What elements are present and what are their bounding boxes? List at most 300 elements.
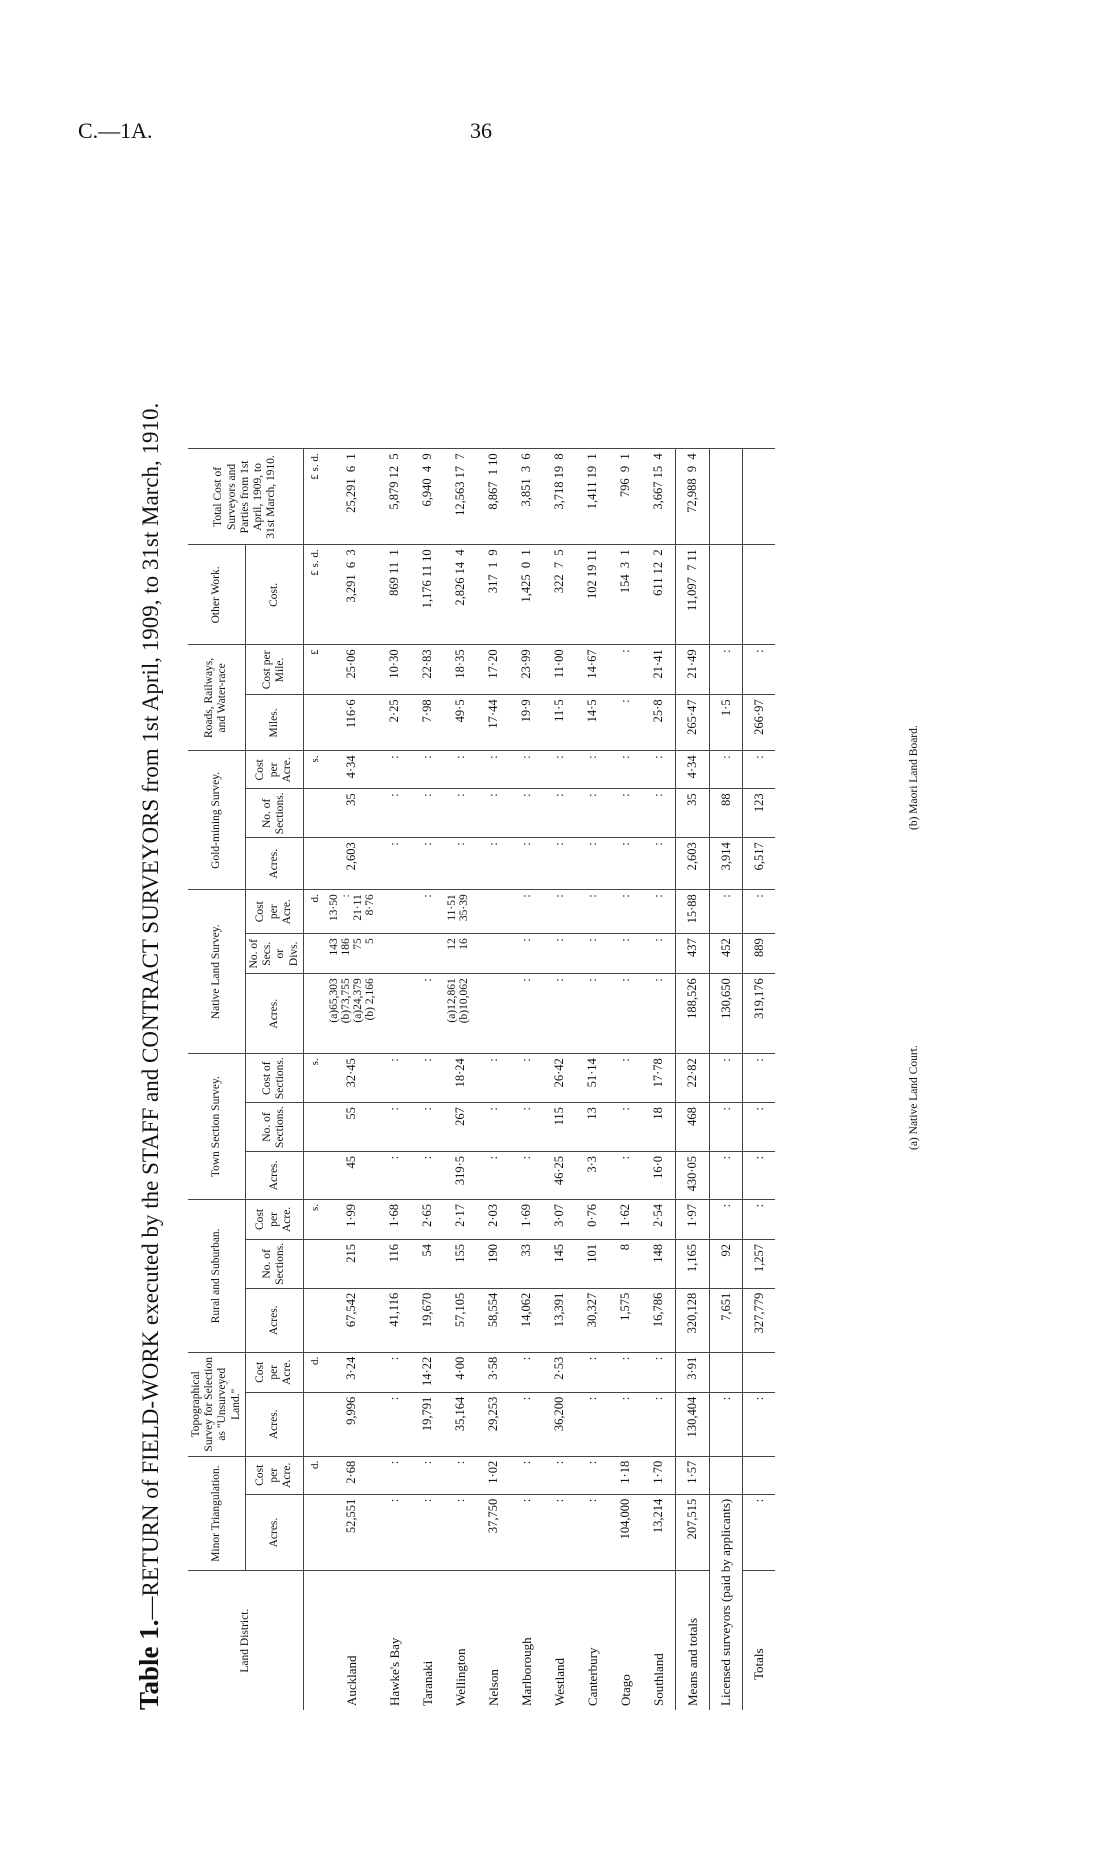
totals-gold-acres: 6,517 — [743, 838, 776, 890]
cell-native-cost — [378, 890, 411, 934]
means-town-sections: 468 — [676, 1103, 710, 1152]
cell-town-sections: 267 — [444, 1103, 477, 1152]
header-roads: Roads, Railways, and Water-race — [188, 645, 245, 751]
cell-native-acres: (a)65,303 (b)73,755 (a)24,379 (b) 2,166 — [326, 974, 378, 1054]
footnote-maori-land-board: (b) Maori Land Board. — [908, 725, 920, 830]
cell-topo-acres: : — [642, 1392, 676, 1456]
cell-road-cost: 11·00 — [543, 645, 576, 695]
cell-topo-acres: 35,164 — [444, 1392, 477, 1456]
cell-rural-acres: 13,391 — [543, 1288, 576, 1352]
cell-gold-cost: : — [444, 751, 477, 789]
cell-rural-cost: 0·76 — [576, 1199, 609, 1239]
cell-total: 796 9 1 — [609, 449, 642, 545]
totals-road-miles: 266·97 — [743, 695, 776, 751]
cell-gold-acres: : — [477, 838, 510, 890]
cell-town-cost: : — [609, 1054, 642, 1103]
cell-native-acres: : — [411, 974, 444, 1054]
cell-town-cost: : — [378, 1054, 411, 1103]
licensed-town-cost: : — [710, 1054, 743, 1103]
cell-native-cost: : — [510, 890, 543, 934]
cell-minor-acres: : — [411, 1494, 444, 1571]
cell-minor-cost: 1·70 — [642, 1456, 676, 1494]
cell-district: Wellington — [444, 1571, 477, 1710]
table-row — [477, 449, 510, 1710]
cell-minor-acres: 104,000 — [609, 1494, 642, 1571]
cell-gold-acres: : — [543, 838, 576, 890]
cell-minor-cost: : — [378, 1456, 411, 1494]
cell-road-cost: 14·67 — [576, 645, 609, 695]
means-topo-cost: 3·91 — [676, 1352, 710, 1392]
licensed-rural-cost: : — [710, 1199, 743, 1239]
cell-gold-cost: : — [576, 751, 609, 789]
cell-minor-acres: : — [510, 1494, 543, 1571]
cell-total: 3,667 15 4 — [642, 449, 676, 545]
licensed-rural-sections: 92 — [710, 1239, 743, 1288]
cell-district: Taranaki — [411, 1571, 444, 1710]
unit-topo-cost: d. — [303, 1352, 326, 1392]
cell-gold-sections: 35 — [326, 789, 378, 838]
cell-town-sections: : — [477, 1103, 510, 1152]
means-town-acres: 430·05 — [676, 1151, 710, 1199]
header-topographical-survey: Topographical Survey for Selection as "Unsurveyed Land." — [188, 1352, 245, 1456]
cell-gold-sections: : — [642, 789, 676, 838]
unit-other-cost: £ s. d. — [303, 545, 326, 645]
cell-native-acres: (a)12,861 (b)10,062 — [444, 974, 477, 1054]
cell-town-sections: : — [411, 1103, 444, 1152]
means-road-miles: 265·47 — [676, 695, 710, 751]
cell-other-cost: 322 7 5 — [543, 545, 576, 645]
rotated-table-page — [100, 90, 940, 1770]
cell-topo-cost: 3·58 — [477, 1352, 510, 1392]
cell-district: Hawke's Bay — [378, 1571, 411, 1710]
cell-town-cost: : — [510, 1054, 543, 1103]
cell-native-divs — [477, 934, 510, 974]
cell-native-acres: : — [609, 974, 642, 1054]
cell-road-cost: 10·30 — [378, 645, 411, 695]
unit-rural-cost: s. — [303, 1199, 326, 1239]
cell-town-cost: : — [411, 1054, 444, 1103]
col-topo-acres: Acres. — [245, 1392, 303, 1456]
cell-rural-sections: 33 — [510, 1239, 543, 1288]
cell-road-miles: 116·6 — [326, 695, 378, 751]
means-other-cost: 11,097 7 11 — [676, 545, 710, 645]
cell-minor-acres: : — [543, 1494, 576, 1571]
cell-town-cost: : — [477, 1054, 510, 1103]
col-town-cost: Cost of Sections. — [245, 1054, 303, 1103]
cell-road-cost: 22·83 — [411, 645, 444, 695]
cell-topo-acres: 19,791 — [411, 1392, 444, 1456]
totals-rural-cost: : — [743, 1199, 776, 1239]
cell-native-divs: : — [510, 934, 543, 974]
means-gold-sections: 35 — [676, 789, 710, 838]
totals-native-acres: 319,176 — [743, 974, 776, 1054]
cell-native-divs — [378, 934, 411, 974]
cell-minor-cost: : — [444, 1456, 477, 1494]
unit-town-cost: s. — [303, 1054, 326, 1103]
header-native-land: Native Land Survey. — [188, 890, 245, 1054]
cell-total: 8,867 1 10 — [477, 449, 510, 545]
cell-native-divs: : — [543, 934, 576, 974]
cell-district: Westland — [543, 1571, 576, 1710]
cell-minor-acres: : — [378, 1494, 411, 1571]
means-native-acres: 188,526 — [676, 974, 710, 1054]
table-row — [411, 449, 444, 1710]
cell-rural-acres: 67,542 — [326, 1288, 378, 1352]
cell-topo-acres: 29,253 — [477, 1392, 510, 1456]
cell-minor-acres: : — [444, 1494, 477, 1571]
licensed-gold-sections: 88 — [710, 789, 743, 838]
licensed-town-acres: : — [710, 1151, 743, 1199]
totals-town-acres: : — [743, 1151, 776, 1199]
cell-rural-acres: 58,554 — [477, 1288, 510, 1352]
col-native-divs: No. of Secs. or Divs. — [245, 934, 303, 974]
cell-district: Auckland — [326, 1571, 378, 1710]
cell-road-cost: : — [609, 645, 642, 695]
cell-road-cost: 25·06 — [326, 645, 378, 695]
totals-gold-sections: 123 — [743, 789, 776, 838]
cell-native-divs: : — [642, 934, 676, 974]
cell-gold-acres: : — [576, 838, 609, 890]
cell-town-sections: 115 — [543, 1103, 576, 1152]
cell-road-miles: 7·98 — [411, 695, 444, 751]
table-title-text: —RETURN of FIELD-WORK executed by the STAFF and CONTRACT SURVEYORS from 1st April, 1909, to 31st March, 1910. — [138, 402, 163, 1620]
cell-town-cost: 26·42 — [543, 1054, 576, 1103]
cell-gold-acres: : — [444, 838, 477, 890]
col-rural-cost: Cost per Acre. — [245, 1199, 303, 1239]
table-row — [576, 449, 609, 1710]
cell-rural-cost: 2·65 — [411, 1199, 444, 1239]
cell-minor-acres: 13,214 — [642, 1494, 676, 1571]
cell-rural-acres: 1,575 — [609, 1288, 642, 1352]
totals-rural-sections: 1,257 — [743, 1239, 776, 1288]
cell-topo-cost: 4·00 — [444, 1352, 477, 1392]
table-row — [510, 449, 543, 1710]
cell-native-divs: : — [609, 934, 642, 974]
cell-town-acres: 16·0 — [642, 1151, 676, 1199]
cell-town-acres: : — [510, 1151, 543, 1199]
header-rural-suburban: Rural and Suburban. — [188, 1199, 245, 1352]
cell-rural-cost: 1·62 — [609, 1199, 642, 1239]
cell-minor-cost: : — [543, 1456, 576, 1494]
cell-gold-sections: : — [609, 789, 642, 838]
cell-rural-sections: 215 — [326, 1239, 378, 1288]
cell-other-cost: 611 12 2 — [642, 545, 676, 645]
cell-minor-cost: : — [510, 1456, 543, 1494]
cell-rural-acres: 30,327 — [576, 1288, 609, 1352]
cell-topo-cost: 3·24 — [326, 1352, 378, 1392]
totals-topo-acres: : — [743, 1392, 776, 1456]
cell-rural-acres: 41,116 — [378, 1288, 411, 1352]
col-topo-cost: Cost per Acre. — [245, 1352, 303, 1392]
header-town-section: Town Section Survey. — [188, 1054, 245, 1200]
cell-total: 3,718 19 8 — [543, 449, 576, 545]
totals-label: Totals — [743, 1571, 776, 1710]
cell-native-divs: 12 16 — [444, 934, 477, 974]
cell-minor-cost: : — [411, 1456, 444, 1494]
header-other-work: Other Work. — [188, 545, 245, 645]
cell-road-cost: 21·41 — [642, 645, 676, 695]
table-row — [543, 449, 576, 1710]
totals-rural-acres: 327,779 — [743, 1288, 776, 1352]
licensed-road-miles: 1·5 — [710, 695, 743, 751]
cell-topo-cost: : — [510, 1352, 543, 1392]
cell-total: 5,879 12 5 — [378, 449, 411, 545]
cell-road-miles: 49·5 — [444, 695, 477, 751]
cell-rural-sections: 148 — [642, 1239, 676, 1288]
means-gold-acres: 2,603 — [676, 838, 710, 890]
unit-total: £ s. d. — [303, 449, 326, 545]
cell-other-cost: 869 11 1 — [378, 545, 411, 645]
cell-native-acres: : — [576, 974, 609, 1054]
header-gold-mining: Gold-mining Survey. — [188, 751, 245, 890]
cell-gold-sections: : — [411, 789, 444, 838]
means-rural-acres: 320,128 — [676, 1288, 710, 1352]
table-row — [378, 449, 411, 1710]
cell-topo-acres: : — [510, 1392, 543, 1456]
cell-native-divs: : — [576, 934, 609, 974]
cell-rural-sections: 116 — [378, 1239, 411, 1288]
cell-rural-acres: 14,062 — [510, 1288, 543, 1352]
table-title — [134, 110, 165, 1710]
cell-topo-acres: : — [378, 1392, 411, 1456]
cell-gold-sections: : — [444, 789, 477, 838]
table-row — [444, 449, 477, 1710]
col-native-acres: Acres. — [245, 974, 303, 1054]
header-total-cost: Total Cost of Surveyors and Parties from 1st April, 1909, to 31st March, 1910. — [188, 449, 303, 545]
units-row — [303, 449, 326, 1710]
cell-topo-acres: : — [576, 1392, 609, 1456]
cell-other-cost: 3,291 6 3 — [326, 545, 378, 645]
cell-gold-sections: : — [477, 789, 510, 838]
cell-town-acres: : — [609, 1151, 642, 1199]
totals-minor-acres: : — [743, 1494, 776, 1571]
cell-gold-acres: : — [411, 838, 444, 890]
cell-other-cost: 1,176 11 10 — [411, 545, 444, 645]
means-road-cost: 21·49 — [676, 645, 710, 695]
cell-road-miles: 19·9 — [510, 695, 543, 751]
cell-gold-acres: : — [510, 838, 543, 890]
means-topo-acres: 130,404 — [676, 1392, 710, 1456]
cell-native-cost — [477, 890, 510, 934]
cell-topo-cost: : — [378, 1352, 411, 1392]
cell-road-miles: : — [609, 695, 642, 751]
totals-gold-cost: : — [743, 751, 776, 789]
col-native-cost: Cost per Acre. — [245, 890, 303, 934]
col-gold-cost: Cost per Acre. — [245, 751, 303, 789]
col-minor-cost: Cost per Acre. — [245, 1456, 303, 1494]
cell-topo-acres: 36,200 — [543, 1392, 576, 1456]
cell-gold-cost: : — [378, 751, 411, 789]
cell-rural-acres: 19,670 — [411, 1288, 444, 1352]
cell-town-acres: 3·3 — [576, 1151, 609, 1199]
header-land-district: Land District. — [188, 1571, 303, 1710]
means-minor-cost: 1·57 — [676, 1456, 710, 1494]
cell-minor-cost: 1·18 — [609, 1456, 642, 1494]
totals-road-cost: : — [743, 645, 776, 695]
totals-row — [743, 449, 776, 1710]
licensed-road-cost: : — [710, 645, 743, 695]
cell-other-cost: 154 3 1 — [609, 545, 642, 645]
cell-town-acres: 46·25 — [543, 1151, 576, 1199]
cell-district: Otago — [609, 1571, 642, 1710]
cell-native-cost: : — [609, 890, 642, 934]
cell-town-sections: : — [510, 1103, 543, 1152]
cell-topo-cost: : — [609, 1352, 642, 1392]
licensed-native-divs: 452 — [710, 934, 743, 974]
licensed-topo-acres: : — [710, 1392, 743, 1456]
table-row — [326, 449, 378, 1710]
col-gold-acres: Acres. — [245, 838, 303, 890]
cell-gold-cost: 4·34 — [326, 751, 378, 789]
unit-minor-cost: d. — [303, 1456, 326, 1494]
unit-native-cost: d. — [303, 890, 326, 934]
cell-native-divs: 143 186 75 5 — [326, 934, 378, 974]
col-rural-acres: Acres. — [245, 1288, 303, 1352]
cell-native-cost: : — [543, 890, 576, 934]
cell-town-acres: 45 — [326, 1151, 378, 1199]
means-total: 72,988 9 4 — [676, 449, 710, 545]
cell-town-sections: : — [378, 1103, 411, 1152]
cell-minor-cost: 2·68 — [326, 1456, 378, 1494]
table-label: Table 1. — [134, 1619, 164, 1710]
col-rural-sections: No. of Sections. — [245, 1239, 303, 1288]
cell-topo-acres: 9,996 — [326, 1392, 378, 1456]
table-row — [609, 449, 642, 1710]
cell-gold-sections: : — [543, 789, 576, 838]
cell-rural-acres: 57,105 — [444, 1288, 477, 1352]
page-header-code: C.—1A. — [78, 118, 153, 143]
licensed-native-cost: : — [710, 890, 743, 934]
cell-rural-sections: 54 — [411, 1239, 444, 1288]
cell-minor-acres: 52,551 — [326, 1494, 378, 1571]
cell-rural-cost: 3·07 — [543, 1199, 576, 1239]
means-rural-sections: 1,165 — [676, 1239, 710, 1288]
cell-total: 6,940 4 9 — [411, 449, 444, 545]
cell-total: 3,851 3 6 — [510, 449, 543, 545]
col-other-cost: Cost. — [245, 545, 303, 645]
cell-town-sections: 13 — [576, 1103, 609, 1152]
cell-road-miles: 2·25 — [378, 695, 411, 751]
cell-rural-cost: 2·54 — [642, 1199, 676, 1239]
cell-gold-sections: : — [510, 789, 543, 838]
cell-gold-acres: : — [378, 838, 411, 890]
cell-gold-acres: : — [642, 838, 676, 890]
cell-road-miles: 14·5 — [576, 695, 609, 751]
cell-district: Marlborough — [510, 1571, 543, 1710]
cell-native-cost: 11·51 35·39 — [444, 890, 477, 934]
cell-rural-sections: 8 — [609, 1239, 642, 1288]
cell-topo-cost: 2·53 — [543, 1352, 576, 1392]
cell-native-cost: : — [576, 890, 609, 934]
cell-other-cost: 317 1 9 — [477, 545, 510, 645]
cell-road-cost: 17·20 — [477, 645, 510, 695]
cell-native-cost: : — [411, 890, 444, 934]
table-row — [642, 449, 676, 1710]
cell-minor-acres: : — [576, 1494, 609, 1571]
cell-road-miles: 17·44 — [477, 695, 510, 751]
cell-total: 25,291 6 1 — [326, 449, 378, 545]
cell-gold-sections: : — [378, 789, 411, 838]
means-native-cost: 15·88 — [676, 890, 710, 934]
means-row — [676, 449, 710, 1710]
cell-other-cost: 102 19 11 — [576, 545, 609, 645]
licensed-native-acres: 130,650 — [710, 974, 743, 1054]
cell-native-acres: : — [510, 974, 543, 1054]
cell-topo-cost: 14·22 — [411, 1352, 444, 1392]
cell-rural-sections: 145 — [543, 1239, 576, 1288]
cell-district: Nelson — [477, 1571, 510, 1710]
col-road-cost: Cost per Mile. — [245, 645, 303, 695]
cell-minor-cost: : — [576, 1456, 609, 1494]
cell-gold-cost: : — [510, 751, 543, 789]
totals-native-divs: 889 — [743, 934, 776, 974]
cell-other-cost: 2,826 14 4 — [444, 545, 477, 645]
cell-town-acres: : — [477, 1151, 510, 1199]
cell-native-acres — [378, 974, 411, 1054]
col-minor-acres: Acres. — [245, 1494, 303, 1571]
district-rows — [326, 449, 676, 1710]
cell-rural-sections: 101 — [576, 1239, 609, 1288]
cell-topo-acres: : — [609, 1392, 642, 1456]
cell-topo-cost: : — [642, 1352, 676, 1392]
cell-gold-cost: : — [543, 751, 576, 789]
col-gold-sections: No. of Sections. — [245, 789, 303, 838]
licensed-town-sections: : — [710, 1103, 743, 1152]
totals-town-cost: : — [743, 1054, 776, 1103]
licensed-label: Licensed surveyors (paid by applicants) — [710, 1494, 743, 1710]
cell-native-acres: : — [543, 974, 576, 1054]
cell-gold-cost: : — [477, 751, 510, 789]
cell-town-acres: 319·5 — [444, 1151, 477, 1199]
footnote-native-land-court: (a) Native Land Court. — [908, 1045, 920, 1150]
cell-minor-acres: 37,750 — [477, 1494, 510, 1571]
licensed-gold-acres: 3,914 — [710, 838, 743, 890]
means-minor-acres: 207,515 — [676, 1494, 710, 1571]
cell-town-cost: 51·14 — [576, 1054, 609, 1103]
cell-rural-acres: 16,786 — [642, 1288, 676, 1352]
means-town-cost: 22·82 — [676, 1054, 710, 1103]
cell-native-cost: : — [642, 890, 676, 934]
page-number: 36 — [470, 118, 492, 143]
cell-other-cost: 1,425 0 1 — [510, 545, 543, 645]
totals-native-cost: : — [743, 890, 776, 934]
cell-gold-cost: : — [609, 751, 642, 789]
means-label: Means and totals — [676, 1571, 710, 1710]
cell-gold-cost: : — [642, 751, 676, 789]
field-work-table — [188, 448, 775, 1710]
cell-town-cost: 18·24 — [444, 1054, 477, 1103]
cell-total: 1,411 19 1 — [576, 449, 609, 545]
means-native-divs: 437 — [676, 934, 710, 974]
cell-district: Canterbury — [576, 1571, 609, 1710]
cell-road-cost: 23·99 — [510, 645, 543, 695]
means-rural-cost: 1·97 — [676, 1199, 710, 1239]
cell-native-cost: 13·50 : 21·11 8·76 — [326, 890, 378, 934]
header-minor-triangulation: Minor Triangulation. — [188, 1456, 245, 1571]
cell-gold-acres: : — [609, 838, 642, 890]
totals-town-sections: : — [743, 1103, 776, 1152]
cell-topo-cost: : — [576, 1352, 609, 1392]
cell-rural-sections: 190 — [477, 1239, 510, 1288]
licensed-row — [710, 449, 743, 1710]
cell-rural-sections: 155 — [444, 1239, 477, 1288]
cell-road-miles: 11·5 — [543, 695, 576, 751]
col-town-sections: No. of Sections. — [245, 1103, 303, 1152]
cell-gold-acres: 2,603 — [326, 838, 378, 890]
unit-road-cost: £ — [303, 645, 326, 695]
licensed-gold-cost: : — [710, 751, 743, 789]
licensed-rural-acres: 7,651 — [710, 1288, 743, 1352]
